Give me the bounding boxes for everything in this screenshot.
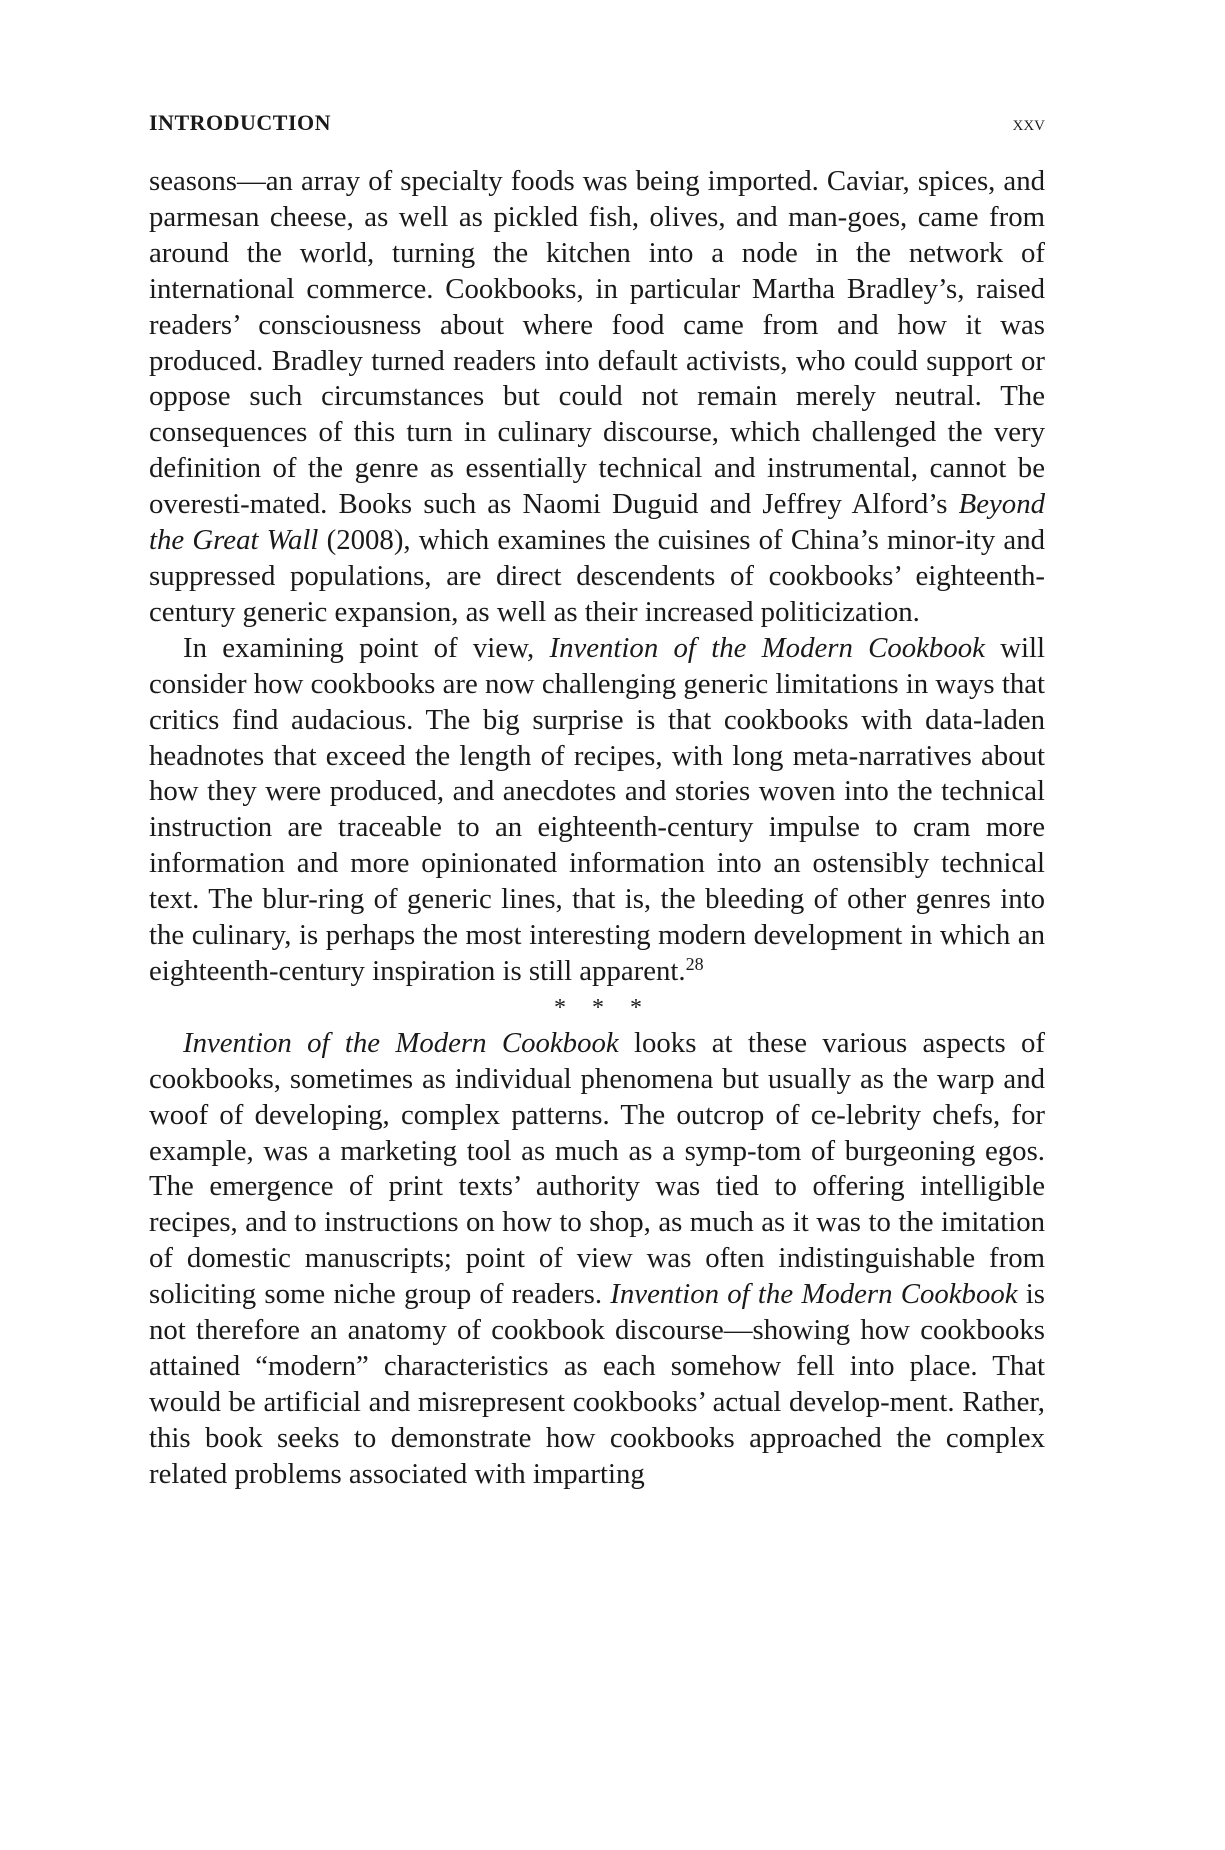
paragraph-text: is not therefore an anatomy of cookbook discourse—showing how cookbooks attained “modern” characteristics as each somehow fell into place. That would be artificial and misrepresent cookbooks’ actual develop-ment. Rather, this book seeks to demonstrate how cookbooks approached the complex related problems associated with imparting (149, 1278, 1045, 1490)
book-page (149, 110, 1045, 1493)
running-head (149, 110, 1045, 156)
footnote-reference: 28 (685, 954, 704, 975)
book-title: Invention of the Modern Cookbook (610, 1278, 1018, 1311)
paragraph-text: seasons—an array of specialty foods was being imported. Caviar, spices, and parmesan cheese, as well as pickled fish, olives, and man-goes, came from around the world, turning the kitchen into a node in the network of international commerce. Cookbooks, in particular Martha Bradley’s, raised readers’ consciousness about where food came from and how it was produced. Bradley turned readers into default activists, who could support or oppose such circumstances but could not remain merely neutral. The consequences of this turn in culinary discourse, which challenged the very definition of the genre as essentially technical and instrumental, cannot be overesti-mated. Books such as Naomi Duguid and Jeffrey Alford’s (149, 165, 1045, 521)
page-number: xxv (1012, 111, 1045, 135)
section-title: INTRODUCTION (149, 110, 332, 135)
paragraph (149, 631, 1045, 990)
paragraph-text: looks at these various aspects of cookbooks, sometimes as individual phenomena but usually as the warp and woof of developing, complex patterns. The outcrop of ce-lebrity chefs, for example, was a marketing tool as much as a symp-tom of burgeoning egos. The emergence of print texts’ authority was tied to offering intelligible recipes, and to instructions on how to shop, as much as it was to the imitation of domestic manuscripts; point of view was often indistinguishable from soliciting some niche group of readers. (149, 1026, 1046, 1311)
book-title: Invention of the Modern Cookbook (183, 1026, 619, 1059)
book-title: Beyond the Great Wall (149, 488, 1045, 557)
paragraph-text: (2008), which examines the cuisines of China’s minor-ity and suppressed populations, are direct descendents of cookbooks’ eighteenth-century generic expansion, as well as their increased politicization. (149, 524, 1045, 628)
section-break: * * * (554, 994, 652, 1021)
paragraph (149, 1026, 1045, 1493)
paragraph-text: In examining point of view, (183, 631, 550, 664)
body-text (149, 164, 1045, 1493)
paragraph-text: will consider how cookbooks are now challenging generic limitations in ways that critics find audacious. The big surprise is that cookbooks with data-laden headnotes that exceed the length of recipes, with long meta-narratives about how they were produced, and anecdotes and stories woven into the technical instruction are traceable to an eighteenth-century impulse to cram more information and more opinionated information into an ostensibly technical text. The blur-ring of generic lines, that is, the bleeding of other genres into the culinary, is perhaps the most interesting modern development in which an eighteenth-century inspiration is still apparent. (149, 631, 1045, 987)
book-title: Invention of the Modern Cookbook (549, 631, 985, 664)
paragraph-continued (149, 164, 1045, 631)
